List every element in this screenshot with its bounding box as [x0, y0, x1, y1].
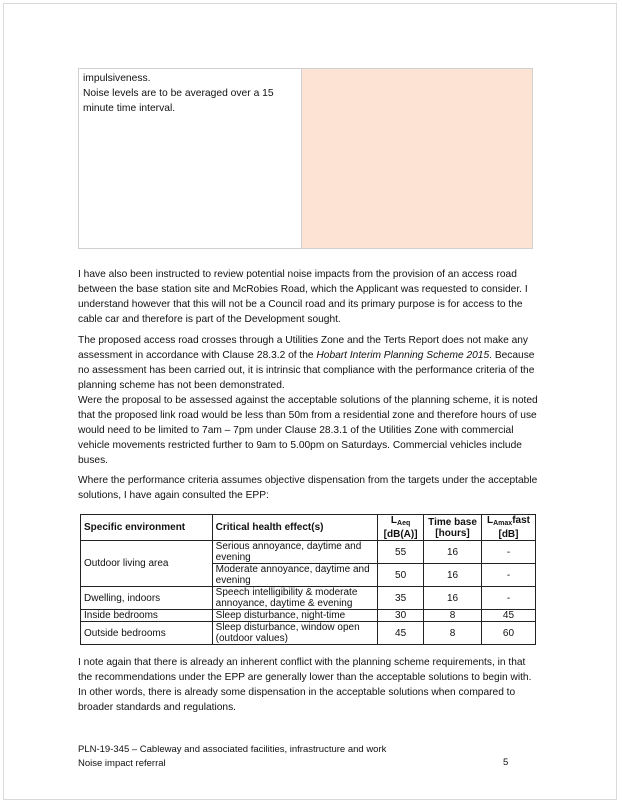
table-row: [81, 587, 536, 610]
cell-time: 16: [424, 541, 482, 564]
cell-laeq: 55: [378, 541, 424, 564]
cell-time: 16: [424, 564, 482, 587]
cell-laeq: 35: [378, 587, 424, 610]
planning-scheme-title: Hobart Interim Planning Scheme 2015: [316, 350, 490, 361]
header-lamax: $L_{Amax}fast$ [dB]: [481, 515, 535, 541]
cell-lamax: 45: [481, 610, 535, 622]
cell-effect: Moderate annoyance, daytime and evening: [212, 564, 377, 587]
footer-subtitle: Noise impact referral: [78, 758, 166, 769]
paragraph-text: . Because no assessment has been carried out, it is intrinsic that compliance with the performance criteria of the planning scheme has not been demonstrated.: [78, 350, 535, 391]
criteria-line: minute time interval.: [83, 103, 176, 114]
paragraph-conclusion: I note again that there is already an inherent conflict with the planning scheme requirements, in that the recommendations under the EPP are generally lower than the acceptable solutions to begin with. In other words, there is already some dispensation in the acceptable solutions when compared to broader standards and regulations.: [78, 657, 532, 713]
cell-environment: Inside bedrooms: [81, 610, 213, 622]
cell-laeq: 30: [378, 610, 424, 622]
criteria-cell-left: [79, 69, 302, 248]
table-row: [81, 541, 536, 564]
cell-laeq: 45: [378, 622, 424, 645]
cell-laeq: 50: [378, 564, 424, 587]
table-header-row: [81, 515, 536, 541]
cell-effect: Speech intelligibility & moderate annoyance, daytime & evening: [212, 587, 377, 610]
cell-environment: Outdoor living area: [81, 541, 213, 587]
criteria-line: impulsiveness.: [83, 73, 151, 84]
cell-effect: Sleep disturbance, night-time: [212, 610, 377, 622]
cell-environment: Outside bedrooms: [81, 622, 213, 645]
paragraph-acceptable-solutions: Were the proposal to be assessed against the acceptable solutions of the planning scheme, it is noted that the proposed link road would be less than 50m from a residential zone and therefore hours of use would need to be limited to 7am – 7pm under Clause 28.3.1 of the Utilities Zone with commercial vehicle movements restricted further to 9am to 5.00pm on Saturdays. Commercial vehicles include buses.: [78, 395, 538, 466]
paragraph-performance-criteria: Where the performance criteria assumes objective dispensation from the targets under the acceptable solutions, I have again consulted the EPP:: [78, 475, 538, 501]
cell-lamax: -: [481, 541, 535, 564]
cell-environment: Dwelling, indoors: [81, 587, 213, 610]
cell-time: 8: [424, 610, 482, 622]
paragraph-text: The proposed access road crosses through a Utilities Zone and the Terts Report does not make any assessment in accordance with Clause 28.3.2 of the: [78, 335, 529, 361]
cell-lamax: -: [481, 587, 535, 610]
cell-effect: Serious annoyance, daytime and evening: [212, 541, 377, 564]
table-row: [81, 622, 536, 645]
cell-time: 16: [424, 587, 482, 610]
cell-lamax: 60: [481, 622, 535, 645]
header-laeq: $L_{Aeq}$ [dB(A)]: [378, 515, 424, 541]
criteria-cell-shaded: [302, 69, 532, 248]
criteria-line: Noise levels are to be averaged over a 15: [83, 88, 274, 99]
header-environment: Specific environment: [81, 515, 213, 541]
criteria-table-continuation: [78, 68, 533, 249]
table-row: [81, 610, 536, 622]
paragraph-utilities-zone: [78, 333, 538, 393]
footer-title: PLN-19-345 – Cableway and associated facilities, infrastructure and work: [78, 744, 387, 755]
page-footer: [78, 743, 518, 771]
header-time-base: Time base [hours]: [424, 515, 482, 541]
epp-noise-table: [80, 514, 536, 645]
page-number: 5: [503, 757, 509, 768]
header-effect: Critical health effect(s): [212, 515, 377, 541]
cell-time: 8: [424, 622, 482, 645]
cell-effect: Sleep disturbance, window open (outdoor values): [212, 622, 377, 645]
paragraph-access-road: I have also been instructed to review potential noise impacts from the provision of an access road between the base station site and McRobies Road, which the Applicant was requested to consider. I understand however that this will not be a Council road and its primary purpose is for access to the cable car and therefore is part of the Development sought.: [78, 269, 528, 325]
cell-lamax: -: [481, 564, 535, 587]
